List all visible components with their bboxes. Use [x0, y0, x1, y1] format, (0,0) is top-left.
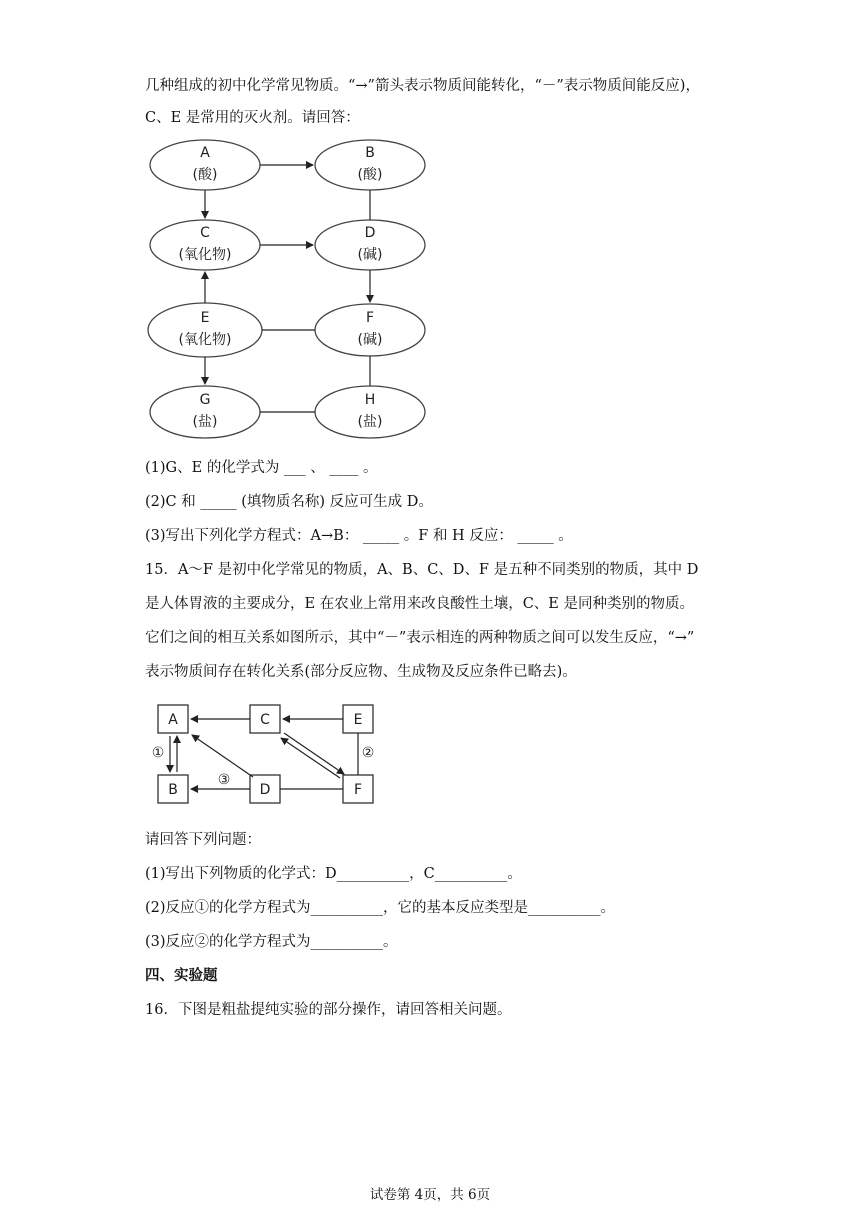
node-H-type: (盐): [357, 414, 383, 430]
page-footer: 试卷第 4页，共 6页: [369, 1187, 491, 1203]
node-C-letter: C: [200, 225, 210, 241]
node-C-type: (氧化物): [178, 247, 232, 263]
q15-question-3: (3)反应②的化学方程式为__________。: [145, 934, 398, 950]
box-D-label: D: [259, 782, 271, 798]
node-F-type: (碱): [357, 332, 383, 348]
marker-3: ③: [217, 772, 231, 788]
arrow-C-F: [284, 733, 344, 774]
node-A-type: (酸): [192, 167, 218, 183]
substance-relation-diagram-1: [0, 0, 860, 450]
node-A-letter: A: [200, 145, 210, 161]
substance-relation-diagram-2: [0, 690, 860, 820]
q14-question-3: (3)写出下列化学方程式：A→B： _____ 。F 和 H 反应： _____ 。: [145, 528, 573, 544]
q15-stem-line1: 15．A～F 是初中化学常见的物质，A、B、C、D、F 是五种不同类别的物质，其中 D: [145, 562, 699, 578]
marker-1: ①: [151, 745, 165, 761]
section-title: 四、实验题: [145, 967, 218, 984]
marker-2: ②: [361, 745, 375, 761]
node-G-type: (盐): [192, 414, 218, 430]
box-E-label: E: [353, 712, 363, 728]
node-G-letter: G: [199, 392, 211, 408]
node-E-letter: E: [200, 310, 210, 326]
node-D-letter: D: [364, 225, 376, 241]
q14-question-2: (2)C 和 _____ (填物质名称) 反应可生成 D。: [145, 494, 433, 510]
q16-stem: 16．下图是粗盐提纯实验的部分操作，请回答相关问题。: [145, 1002, 512, 1018]
node-B-letter: B: [365, 145, 375, 161]
q15-prompt: 请回答下列问题：: [145, 832, 261, 848]
box-C-label: C: [260, 712, 270, 728]
q15-question-1: (1)写出下列物质的化学式：D__________，C__________。: [145, 866, 522, 882]
node-B-type: (酸): [357, 167, 383, 183]
arrow-D-A: [192, 735, 253, 777]
node-F-letter: F: [365, 310, 375, 326]
q15-question-2: (2)反应①的化学方程式为__________，它的基本反应类型是__________。: [145, 900, 616, 916]
q14-question-1: (1)G、E 的化学式为 ___ 、 ____ 。: [145, 460, 378, 476]
q15-stem-line3: 它们之间的相互关系如图所示，其中“－”表示相连的两种物质之间可以发生反应，“→”: [145, 630, 695, 646]
box-F-label: F: [353, 782, 363, 798]
q15-stem-line4: 表示物质间存在转化关系(部分反应物、生成物及反应条件已略去)。: [145, 664, 577, 680]
q14-intro-line1: 几种组成的初中化学常见物质。“→”箭头表示物质间能转化，“－”表示物质间能反应)，: [145, 78, 700, 94]
box-B-label: B: [168, 782, 178, 798]
node-H-letter: H: [364, 392, 376, 408]
q15-stem-line2: 是人体胃液的主要成分，E 在农业上常用来改良酸性土壤，C、E 是同种类别的物质。: [145, 596, 694, 612]
node-E-type: (氧化物): [178, 332, 232, 348]
arrow-F-C: [281, 738, 340, 778]
q14-intro-line2: C、E 是常用的灭火剂。请回答：: [145, 110, 360, 126]
box-A-label: A: [168, 712, 178, 728]
node-D-type: (碱): [357, 247, 383, 263]
